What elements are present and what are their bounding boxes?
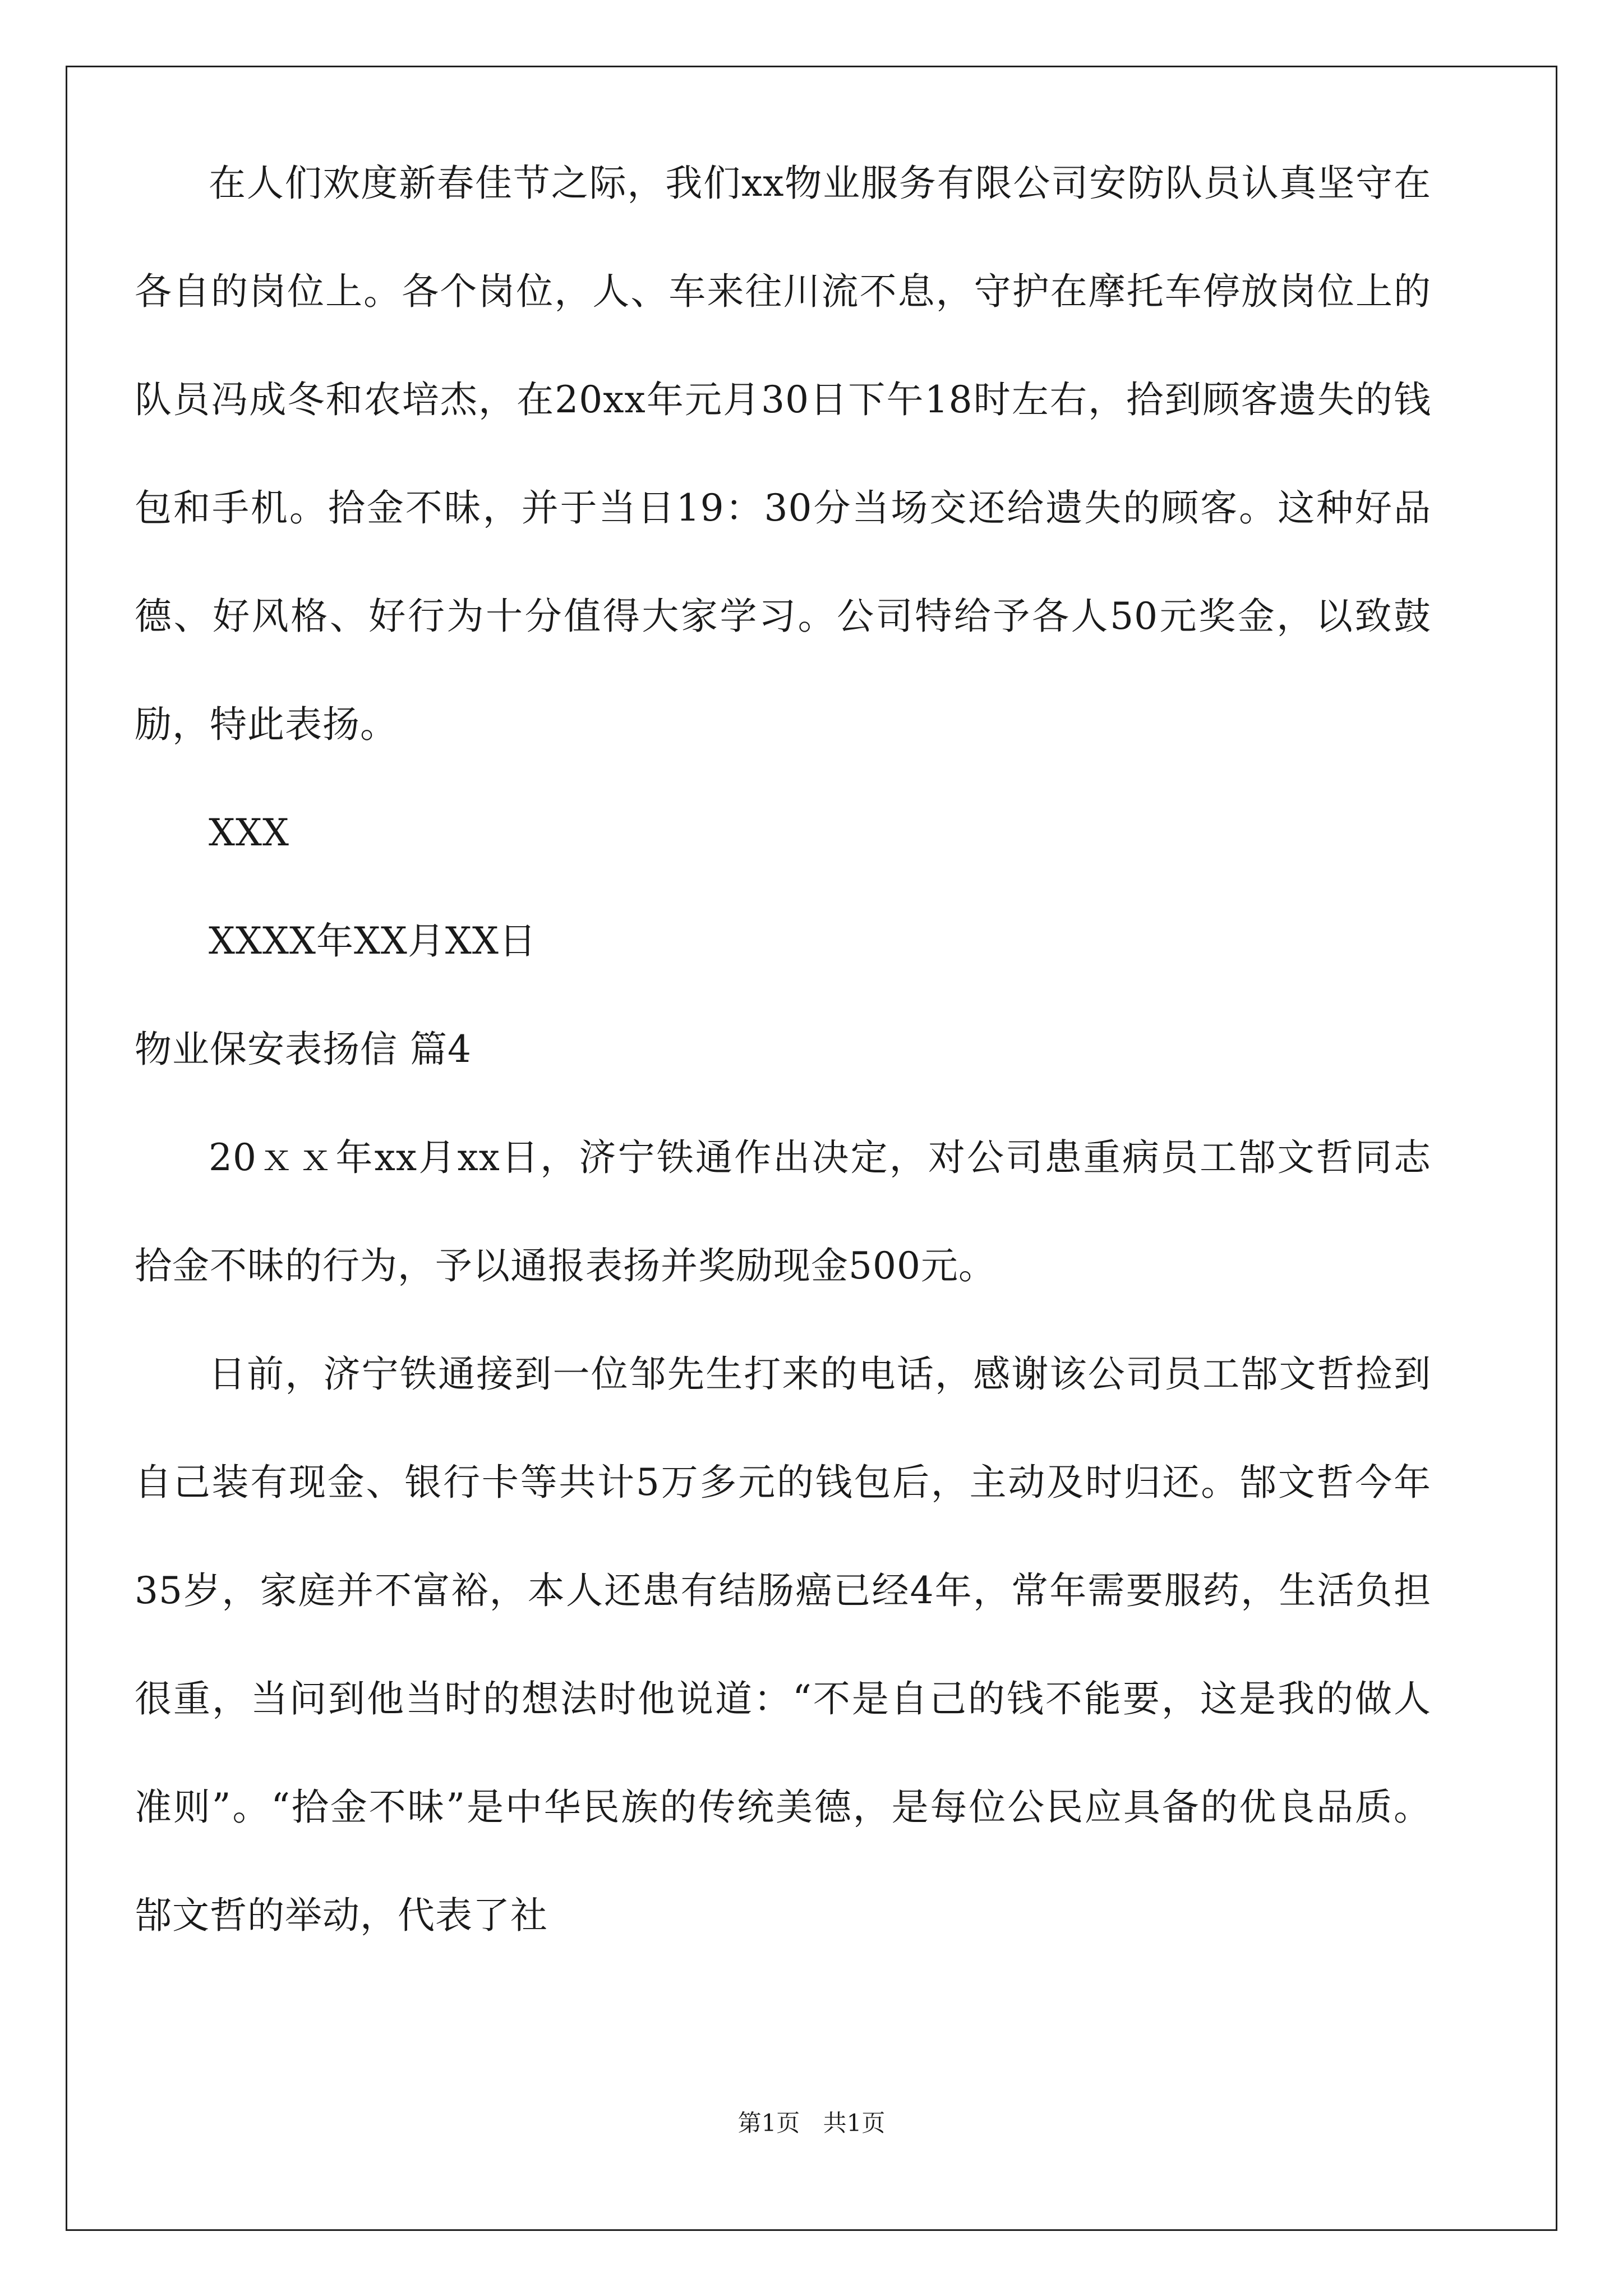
page-total: 共1页 <box>823 2109 886 2137</box>
paragraph-commendation-3: 日前，济宁铁通接到一位邹先生打来的电话，感谢该公司员工郜文哲捡到自己装有现金、银行卡等共计5万多元的钱包后，主动及时归还。郜文哲今年35岁，家庭并不富裕，本人还患有结肠癌已经4年，常年需要服药，生活负担很重，当问到他当时的想法时他说道：“不是自己的钱不能要，这是我的做人准则”。“拾金不昧”是中华民族的传统美德，是每位公民应具备的优良品质。郜文哲的举动，代表了社 <box>135 1352 1431 1937</box>
signature-name: XXX <box>209 811 289 854</box>
page-footer <box>0 2105 1623 2138</box>
paragraph-commendation-2: 20ｘｘ年xx月xx日，济宁铁通作出决定，对公司患重病员工郜文哲同志拾金不昧的行为，予以通报表扬并奖励现金500元。 <box>135 1136 1431 1287</box>
paragraph-commendation-1: 在人们欢度新春佳节之际，我们xx物业服务有限公司安防队员认真坚守在各自的岗位上。各个岗位，人、车来往川流不息，守护在摩托车停放岗位上的队员冯成冬和农培杰，在20xx年元月30日下午18时左右，拾到顾客遗失的钱包和手机。拾金不昧，并于当日19：30分当场交还给遗失的顾客。这种好品德、好风格、好行为十分值得大家学习。公司特给予各人50元奖金，以致鼓励，特此表扬。 <box>135 162 1431 746</box>
signature-date: XXXX年XX月XX日 <box>209 919 537 963</box>
section-heading: 物业保安表扬信 篇4 <box>135 1028 472 1071</box>
page-number: 第1页 <box>737 2109 800 2137</box>
document-body <box>135 90 1431 1952</box>
